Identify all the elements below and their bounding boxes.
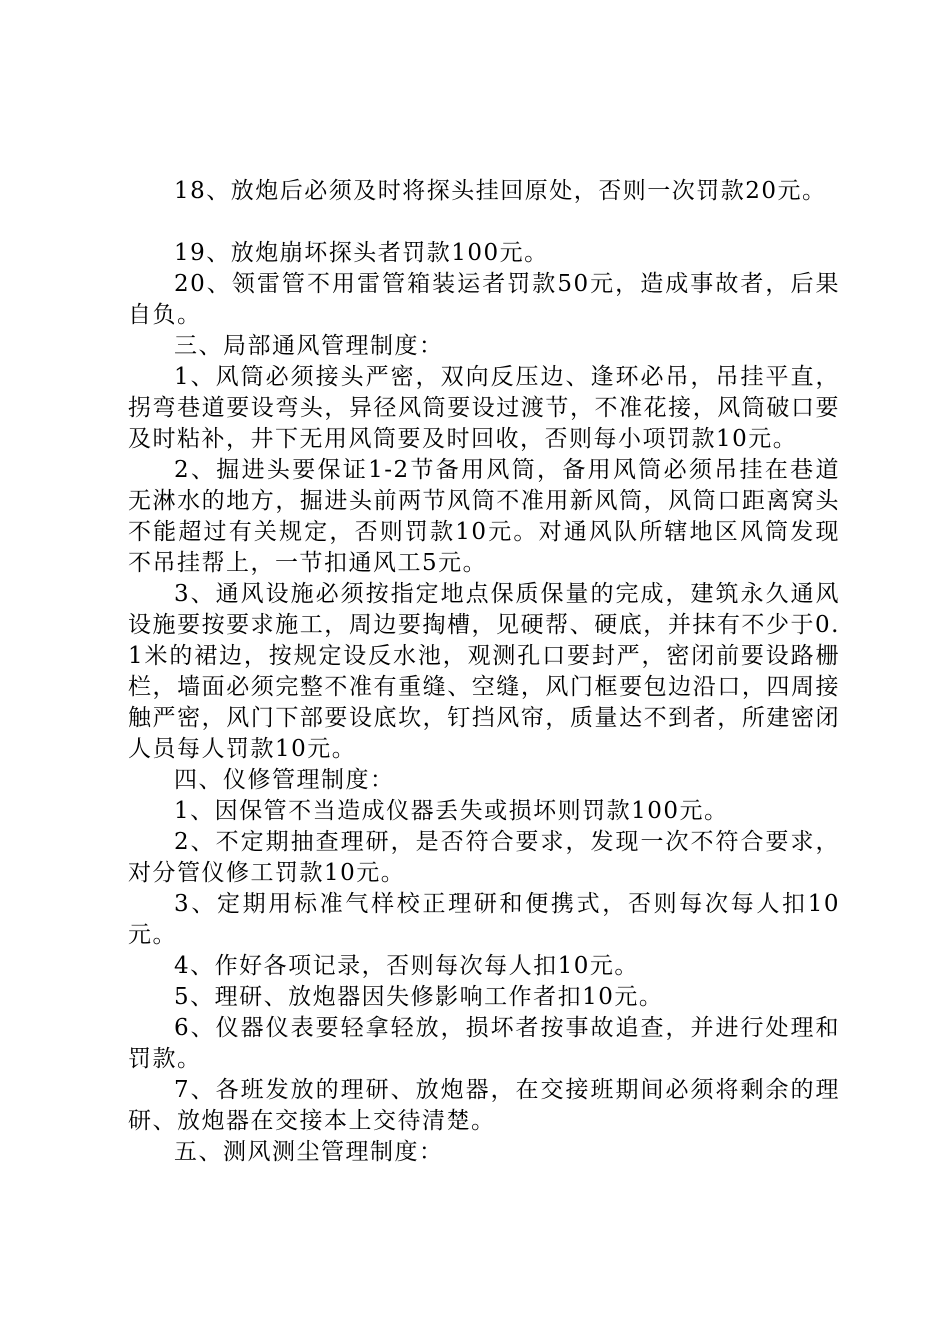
paragraph-item-20: 20、领雷管不用雷管箱装运者罚款50元，造成事故者，后果自负。 [128, 271, 840, 328]
section-heading-instrument-repair: 四、仪修管理制度： [174, 767, 395, 793]
paragraph-instrument-2: 2、不定期抽查理研，是否符合要求，发现一次不符合要求，对分管仪修工罚款10元。 [128, 829, 840, 886]
document-body [128, 176, 840, 1168]
paragraph-item-19: 19、放炮崩坏探头者罚款100元。 [174, 240, 549, 266]
paragraph-instrument-7: 7、各班发放的理研、放炮器，在交接班期间必须将剩余的理研、放炮器在交接本上交待清楚。 [128, 1077, 840, 1134]
paragraph-ventilation-2: 2、掘进头要保证1-2节备用风筒，备用风筒必须吊挂在巷道无淋水的地方，掘进头前两节风筒不准用新风筒，风筒口距离窝头不能超过有关规定，否则罚款10元。对通风队所辖地区风筒发现不吊挂帮上，一节扣通风工5元。 [128, 457, 840, 576]
section-heading-ventilation: 三、局部通风管理制度： [174, 333, 444, 359]
paragraph-instrument-1: 1、因保管不当造成仪器丢失或损坏则罚款100元。 [174, 798, 729, 824]
paragraph-instrument-5: 5、理研、放炮器因失修影响工作者扣10元。 [174, 984, 664, 1010]
paragraph-instrument-3: 3、定期用标准气样校正理研和便携式，否则每次每人扣10元。 [128, 891, 840, 948]
paragraph-instrument-4: 4、作好各项记录，否则每次每人扣10元。 [174, 953, 639, 979]
paragraph-ventilation-1: 1、风筒必须接头严密，双向反压边、逢环必吊，吊挂平直，拐弯巷道要设弯头，异径风筒要设过渡节，不准花接，风筒破口要及时粘补，井下无用风筒要及时回收，否则每小项罚款10元。 [128, 364, 840, 452]
section-heading-air-dust-measurement: 五、测风测尘管理制度： [174, 1139, 444, 1165]
paragraph-item-18: 18、放炮后必须及时将探头挂回原处，否则一次罚款20元。 [174, 178, 827, 204]
paragraph-ventilation-3: 3、通风设施必须按指定地点保质保量的完成，建筑永久通风设施要按要求施工，周边要掏槽，见硬帮、硬底，并抹有不少于0.1米的裙边，按规定设反水池，观测孔口要封严，密闭前要设路栅栏，墙面必须完整不准有重缝、空缝，风门框要包边沿口，四周接触严密，风门下部要设底坎，钉挡风帘，质量达不到者，所建密闭人员每人罚款10元。 [128, 581, 840, 762]
paragraph-instrument-6: 6、仪器仪表要轻拿轻放，损坏者按事故追查，并进行处理和罚款。 [128, 1015, 840, 1072]
